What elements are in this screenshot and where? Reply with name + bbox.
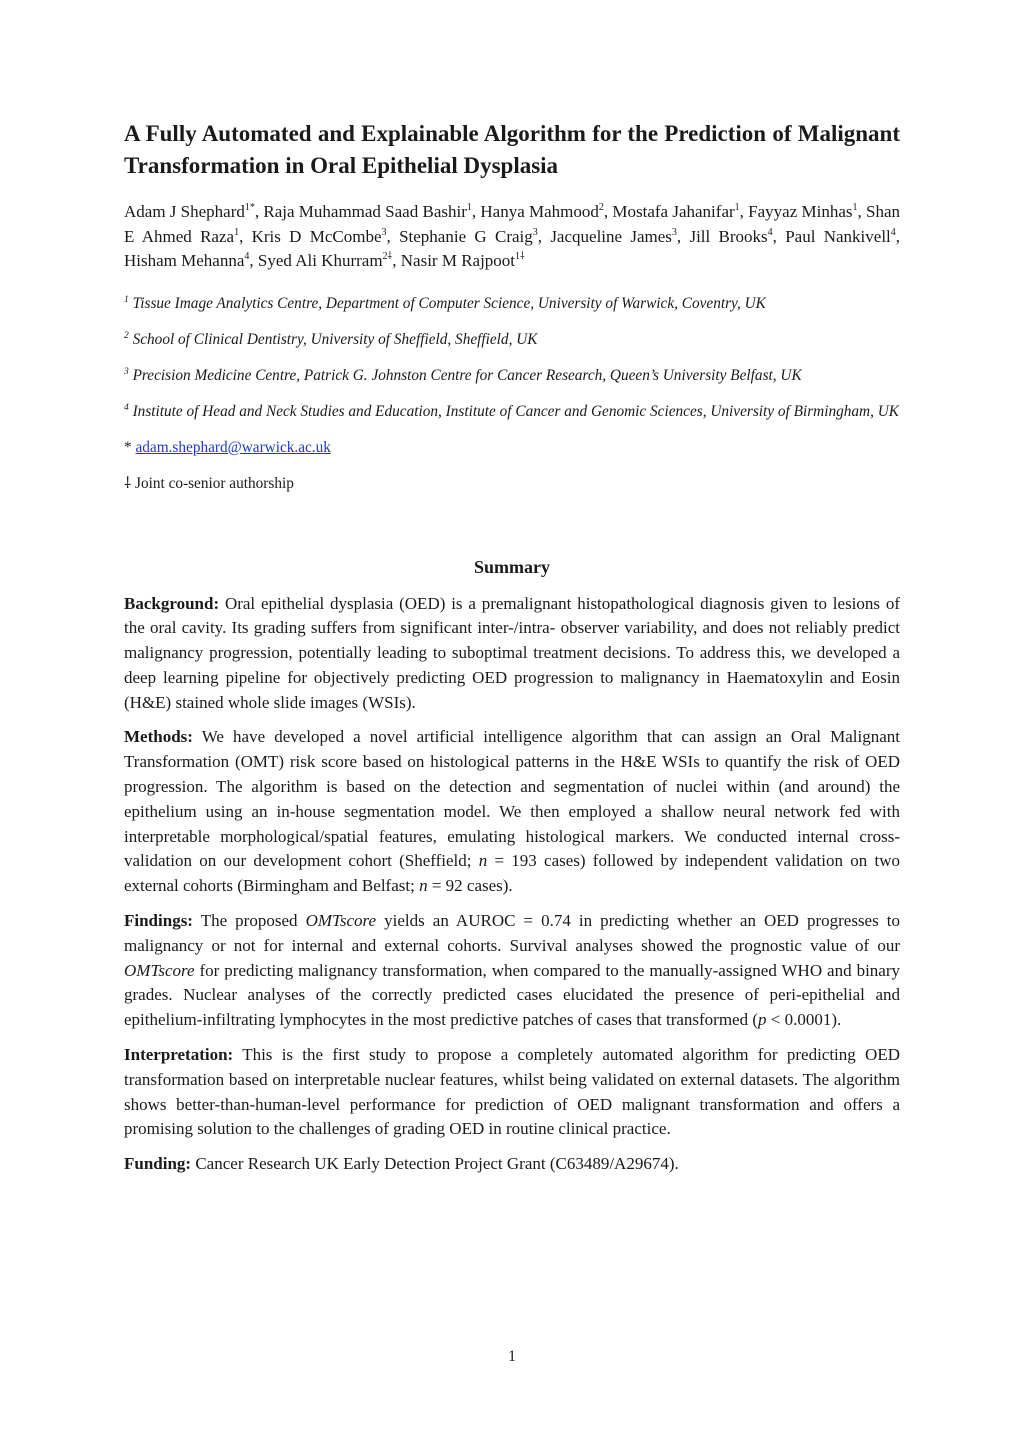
author: Raja Muhammad Saad Bashir — [263, 202, 467, 221]
author-mark: 3 — [381, 226, 387, 238]
author-mark: 3 — [671, 226, 677, 238]
section-text: Oral epithelial dysplasia (OED) is a premalignant histopathological diagnosis given to lesions of the oral cavity. Its grading suffers from significant inter-/intra- observer variability, and does not reliably predict malignancy progression, potentially leading to suboptimal treatment decisions. To address this, we developed a deep learning pipeline for objectively predicting OED progression to malignancy in Haematoxylin and Eosin (H&E) stained whole slide images (WSIs). — [124, 593, 900, 712]
author-mark: 4 — [767, 226, 773, 238]
section-label: Funding: — [124, 1154, 192, 1174]
corresponding-star: * — [124, 438, 132, 456]
affiliation-text: Tissue Image Analytics Centre, Department of Computer Science, University of Warwick, Coventry, UK — [132, 294, 766, 312]
affiliation-2 — [124, 328, 900, 351]
section-text: The proposed — [200, 911, 306, 931]
summary-heading: Summary — [474, 556, 550, 577]
author: Hanya Mahmood — [480, 202, 599, 221]
section-label: Interpretation: — [124, 1045, 234, 1065]
section-text: This is the first study to propose a completely automated algorithm for predicting OED transformation based on interpretable nuclear features, whilst being validated on external datasets. The algorithm shows better-than-human-level performance for prediction of OED malignant transformation and offers a promising solution to the challenges of grading OED in routine clinical practice. — [124, 1045, 900, 1139]
author: Hisham Mehanna — [124, 251, 245, 270]
author: Shan E Ahmed Raza — [124, 202, 900, 246]
author-mark: 4 — [244, 251, 250, 262]
author-mark: 4 — [890, 226, 896, 238]
italic-omtscore: OMTscore — [124, 960, 195, 980]
funding-paragraph — [124, 1152, 900, 1177]
interpretation-paragraph — [124, 1043, 900, 1142]
author-mark: 2⸸ — [382, 251, 393, 262]
section-text: = 92 cases). — [427, 876, 513, 896]
section-label: Findings: — [124, 911, 193, 931]
affiliation-number: 1 — [124, 294, 129, 305]
affiliation-number: 4 — [124, 402, 129, 413]
italic-p: p — [758, 1010, 767, 1030]
author: Syed Ali Khurram — [257, 251, 383, 270]
joint-authorship-note: ⸸ Joint co-senior authorship — [124, 474, 294, 492]
affiliation-3 — [124, 364, 900, 387]
affiliation-text: School of Clinical Dentistry, University of Sheffield, Sheffield, UK — [132, 330, 538, 348]
author-mark: 1 — [234, 226, 240, 238]
section-label: Methods: — [124, 727, 193, 747]
author-mark: 1* — [244, 202, 255, 213]
author-mark: 2 — [598, 202, 604, 213]
affiliation-4 — [124, 400, 900, 423]
author-mark: 3 — [532, 226, 538, 238]
section-text: < 0.0001). — [766, 1010, 842, 1030]
author: Kris D McCombe — [251, 226, 382, 246]
author: Jill Brooks — [689, 226, 768, 246]
italic-omtscore: OMTscore — [305, 911, 377, 931]
section-label: Background: — [124, 593, 220, 613]
methods-paragraph — [124, 725, 900, 899]
section-text: = 193 cases) followed by independent validation on two external cohorts (Birmingham and Belfast; — [124, 851, 900, 896]
section-text: for predicting malignancy transformation, when compared to the manually-assigned WHO and binary grades. Nuclear analyses of the correctly predicted cases elucidated the presence of peri-epithelial and epithelium-infiltrating lymphocytes in the most predictive patches of cases that transformed ( — [124, 960, 900, 1030]
author-list: Adam J Shephard$^{1*}$, Raja Muhammad Saad Bashir$^1$, Hanya Mahmood$^2$, Mostafa Jahanifar$^1$, Fayyaz Minhas$^1$, Shan E Ahmed Raza$^1$, Kris D McCombe$^3$, Stephanie G Craig$^3$, Jacqueline James$^3$, Jill Brooks$^4$, Paul Nankivell$^4$, Hisham Mehanna$^4$, Syed Ali Khurram$^{2⸸}$, Nasir M Rajpoot$^{1⸸}$ — [124, 202, 901, 270]
findings-paragraph — [124, 909, 900, 1033]
section-text: We have developed a novel artificial intelligence algorithm that can assign an Oral Malignant Transformation (OMT) risk score based on histological patterns in the H&E WSIs to quantify the risk of OED progression. The algorithm is based on the detection and segmentation of nuclei within (and around) the epithelium using an in-house segmentation model. We then employed a shallow neural network fed with interpretable morphological/spatial features, emulating histological markers. We conducted internal cross-validation on our development cohort (Sheffield; — [124, 727, 900, 871]
author-mark: 1 — [852, 202, 858, 213]
corresponding-author — [124, 436, 900, 459]
author: Jacqueline James — [550, 226, 672, 246]
affiliation-number: 3 — [124, 366, 129, 377]
author: Mostafa Jahanifar — [612, 202, 735, 221]
author: Fayyaz Minhas — [748, 202, 853, 221]
affiliation-1 — [124, 292, 900, 315]
author-mark: 1 — [466, 202, 472, 213]
author-mark: 1⸸ — [515, 251, 525, 262]
background-paragraph — [124, 592, 900, 716]
author: Nasir M Rajpoot — [400, 251, 516, 270]
author: Paul Nankivell — [785, 226, 891, 246]
paper-page — [124, 118, 900, 1187]
section-text: Cancer Research UK Early Detection Project Grant (C63489/A29674). — [195, 1154, 679, 1174]
email-link[interactable]: adam.shephard@warwick.ac.uk — [135, 438, 331, 456]
affiliation-text: Institute of Head and Neck Studies and Education, Institute of Cancer and Genomic Sciences, University of Birmingham, UK — [132, 402, 899, 420]
page-number: 1 — [508, 1348, 516, 1365]
affiliation-number: 2 — [124, 330, 129, 341]
author-mark: 1 — [734, 202, 740, 213]
paper-title: A Fully Automated and Explainable Algorithm for the Prediction of Malignant Transformation in Oral Epithelial Dysplasia — [124, 121, 900, 178]
author: Stephanie G Craig — [399, 226, 533, 246]
italic-n: n — [419, 876, 428, 896]
affiliation-text: Precision Medicine Centre, Patrick G. Johnston Centre for Cancer Research, Queen’s University Belfast, UK — [132, 366, 802, 384]
section-text: yields an AUROC = 0.74 in predicting whether an OED progresses to malignancy or not for internal and external cohorts. Survival analyses showed the prognostic value of our — [124, 911, 900, 955]
italic-n: n — [478, 851, 488, 871]
author: Adam J Shephard — [124, 202, 245, 221]
